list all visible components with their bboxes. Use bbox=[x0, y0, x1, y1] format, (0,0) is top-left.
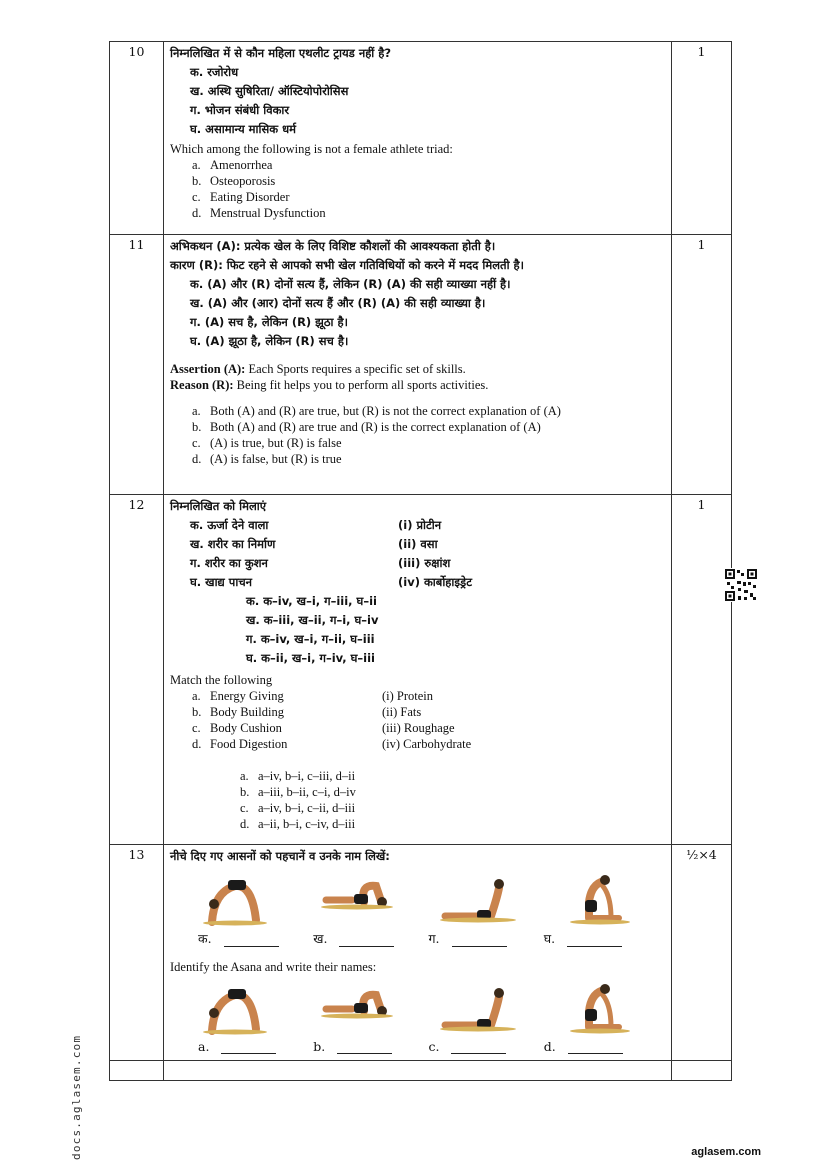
question-number: 10 bbox=[110, 42, 164, 235]
english-answer-option: a. a–iv, b–i, c–iii, d–ii bbox=[240, 769, 356, 783]
hindi-match-pair: घ. खाद्य पाचन (iv) कार्बोहाइड्रेट bbox=[190, 575, 472, 589]
halasana-icon bbox=[312, 981, 402, 1035]
ustrasana-icon bbox=[555, 872, 645, 926]
english-match-pair: b. Body Building (ii) Fats bbox=[192, 705, 422, 719]
english-option: b. Both (A) and (R) are true and (R) is the correct explanation of (A) bbox=[192, 420, 541, 434]
question-body bbox=[164, 495, 672, 845]
hindi-option: ग. (A) सच है, लेकिन (R) झूठा है। bbox=[190, 315, 349, 329]
hindi-option: ख. अस्थि सुषिरिता/ ऑस्टियोपोरोसिस bbox=[190, 84, 349, 98]
english-option: d. Menstrual Dysfunction bbox=[192, 206, 326, 220]
source-url[interactable]: docs.aglasem.com bbox=[70, 1034, 83, 1160]
bhujangasana-icon bbox=[433, 872, 523, 926]
halasana-icon bbox=[312, 872, 402, 926]
answer-blank[interactable]: क. bbox=[176, 930, 313, 947]
question-row-12 bbox=[110, 495, 732, 845]
hindi-option: क. रजोरोध bbox=[190, 65, 239, 79]
english-match-pair: a. Energy Giving (i) Protein bbox=[192, 689, 434, 703]
question-body bbox=[164, 235, 672, 495]
answer-blank[interactable]: c. bbox=[429, 1039, 544, 1054]
english-question: Identify the Asana and write their names: bbox=[170, 960, 377, 974]
question-marks: 1 bbox=[672, 495, 732, 845]
hindi-assertion: अभिकथन (A): प्रत्येक खेल के लिए विशिष्ट कौशलों की आवश्यकता होती है। bbox=[170, 239, 496, 253]
answer-blank[interactable]: घ. bbox=[544, 930, 659, 947]
english-question: Which among the following is not a female athlete triad: bbox=[170, 142, 453, 156]
brand-logo[interactable]: aglasem.com bbox=[691, 1146, 761, 1158]
answer-blanks-english bbox=[170, 1039, 665, 1054]
english-match-pair: c. Body Cushion (iii) Roughage bbox=[192, 721, 455, 735]
hindi-match-pair: क. ऊर्जा देने वाला (i) प्रोटीन bbox=[190, 518, 442, 532]
bhujangasana-icon bbox=[433, 981, 523, 1035]
hindi-answer-option: घ. क–ii, ख–i, ग–iv, घ–iii bbox=[246, 651, 375, 665]
english-question: Match the following bbox=[170, 673, 273, 687]
english-option: d. (A) is false, but (R) is true bbox=[192, 452, 342, 466]
question-table bbox=[109, 41, 732, 1081]
question-row-13 bbox=[110, 845, 732, 1061]
answer-blank[interactable]: b. bbox=[313, 1039, 428, 1054]
hindi-answer-option: ग. क–iv, ख–i, ग–ii, घ–iii bbox=[246, 632, 375, 646]
question-number: 12 bbox=[110, 495, 164, 845]
hindi-match-pair: ख. शरीर का निर्माण (ii) वसा bbox=[190, 537, 438, 551]
hindi-option: घ. असामान्य मासिक धर्म bbox=[190, 122, 297, 136]
english-reason: Reason (R): Being fit helps you to perform all sports activities. bbox=[170, 378, 489, 392]
hindi-option: घ. (A) झूठा है, लेकिन (R) सच है। bbox=[190, 334, 349, 348]
ustrasana-icon bbox=[555, 981, 645, 1035]
question-marks: 1 bbox=[672, 42, 732, 235]
hindi-match-pair: ग. शरीर का कुशन (iii) रुक्षांश bbox=[190, 556, 451, 570]
asana-images-hindi bbox=[170, 866, 665, 926]
hindi-answer-option: क. क–iv, ख–i, ग–iii, घ–ii bbox=[246, 594, 377, 608]
question-marks: 1 bbox=[672, 235, 732, 495]
answer-blank[interactable]: ग. bbox=[429, 930, 544, 947]
question-number: 11 bbox=[110, 235, 164, 495]
hindi-option: क. (A) और (R) दोनों सत्य हैं, लेकिन (R) (A) की सही व्याख्या नहीं है। bbox=[190, 277, 511, 291]
english-option: a. Amenorrhea bbox=[192, 158, 273, 172]
english-option: a. Both (A) and (R) are true, but (R) is not the correct explanation of (A) bbox=[192, 404, 561, 418]
wheel-pose-icon bbox=[190, 981, 280, 1035]
english-assertion: Assertion (A): Each Sports requires a specific set of skills. bbox=[170, 362, 466, 376]
wheel-pose-icon bbox=[190, 872, 280, 926]
qr-code-icon[interactable] bbox=[724, 568, 758, 602]
english-option: c. Eating Disorder bbox=[192, 190, 290, 204]
english-option: b. Osteoporosis bbox=[192, 174, 276, 188]
english-match-pair: d. Food Digestion (iv) Carbohydrate bbox=[192, 737, 472, 751]
hindi-question: नीचे दिए गए आसनों को पहचानें व उनके नाम लिखें: bbox=[170, 849, 390, 863]
question-marks: ½×4 bbox=[672, 845, 732, 1061]
question-row-11 bbox=[110, 235, 732, 495]
english-answer-option: d. a–ii, b–i, c–iv, d–iii bbox=[240, 817, 356, 831]
question-row-10 bbox=[110, 42, 732, 235]
asana-images-english bbox=[170, 975, 665, 1035]
hindi-option: ग. भोजन संबंधी विकार bbox=[190, 103, 290, 117]
hindi-reason: कारण (R): फिट रहने से आपको सभी खेल गतिविधियों को करने में मदद मिलती है। bbox=[170, 258, 525, 272]
hindi-question: निम्नलिखित में से कौन महिला एथलीट ट्रायड नहीं है? bbox=[170, 46, 392, 60]
hindi-question: निम्नलिखित को मिलाएं bbox=[170, 499, 267, 513]
answer-blank[interactable]: a. bbox=[176, 1039, 313, 1054]
hindi-option: ख. (A) और (आर) दोनों सत्य हैं और (R) (A) की सही व्याख्या है। bbox=[190, 296, 486, 310]
answer-blank[interactable]: ख. bbox=[313, 930, 428, 947]
english-option: c. (A) is true, but (R) is false bbox=[192, 436, 342, 450]
question-body bbox=[164, 42, 672, 235]
answer-blanks-hindi bbox=[170, 930, 665, 947]
question-body bbox=[164, 845, 672, 1061]
answer-blank[interactable]: d. bbox=[544, 1039, 659, 1054]
question-number: 13 bbox=[110, 845, 164, 1061]
hindi-answer-option: ख. क–iii, ख–ii, ग–i, घ–iv bbox=[246, 613, 379, 627]
english-answer-option: b. a–iii, b–ii, c–i, d–iv bbox=[240, 785, 356, 799]
empty-row bbox=[110, 1061, 732, 1081]
english-answer-option: c. a–iv, b–i, c–ii, d–iii bbox=[240, 801, 356, 815]
